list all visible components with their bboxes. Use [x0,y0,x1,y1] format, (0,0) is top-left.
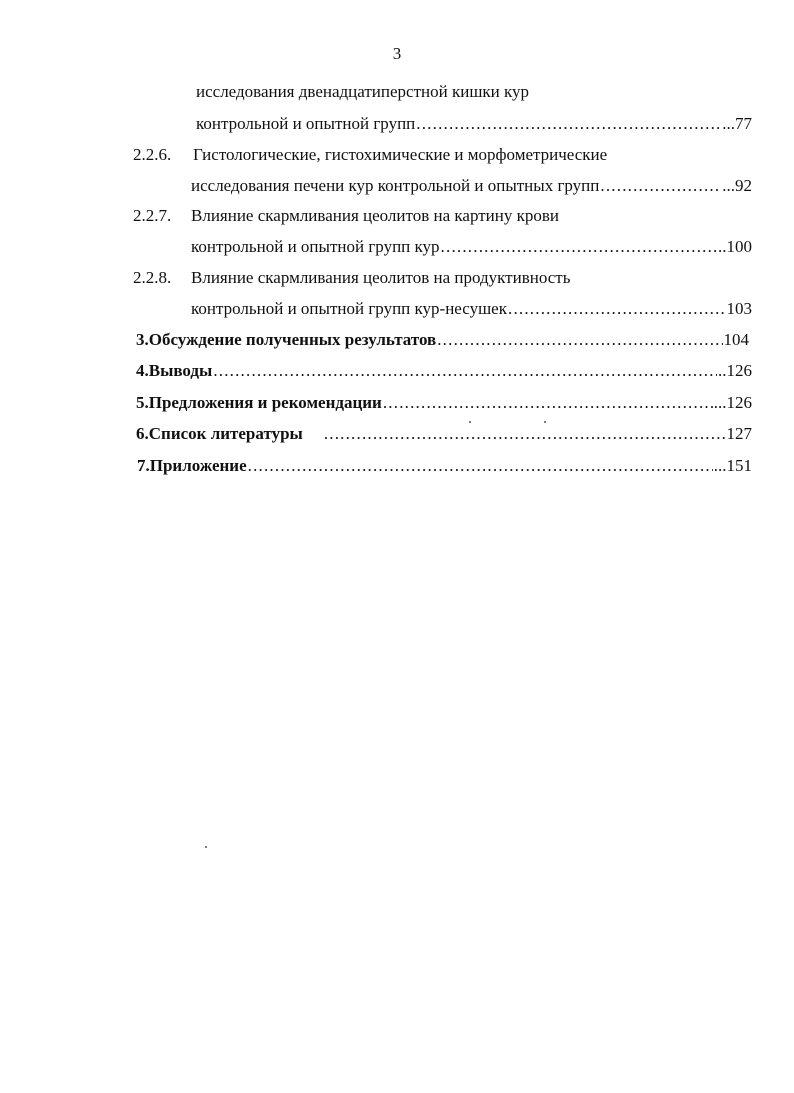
scan-speck [544,421,546,423]
toc-entry-2-2-8-heading[interactable] [133,268,571,288]
toc-entry-5[interactable] [136,393,752,413]
dot-leader [324,424,726,444]
toc-entry-text: Предложения и рекомендации [148,393,382,412]
toc-entry-2-2-8-line2[interactable] [191,299,752,319]
toc-entry-text: Список литературы [148,424,303,443]
toc-entry-text: контрольной и опытной групп кур [191,237,440,256]
toc-entry-number: 2.2.6. [133,145,172,164]
dot-leader [441,237,717,257]
toc-continuation-line2[interactable] [196,114,752,134]
dot-leader [248,456,713,476]
dot-leader [213,361,717,381]
toc-entry-number: 2.2.7. [133,206,172,225]
toc-entry-number: 7. [137,456,150,475]
toc-entry-3[interactable] [136,330,749,350]
toc-entry-text: контрольной и опытной групп кур-несушек [191,299,507,318]
toc-entry-number: 2.2.8. [133,268,172,287]
toc-entry-4[interactable] [136,361,752,381]
page-number: 3 [392,44,402,63]
toc-entry-2-2-6-heading[interactable] [133,145,607,165]
toc-entry-number: 6. [136,424,149,443]
dot-leader [416,114,721,134]
toc-entry-2-2-7-line2[interactable] [191,237,752,257]
toc-entry-text: Влияние скармливания цеолитов на продуктивность [191,268,571,287]
scan-speck [205,846,207,848]
toc-page-ref: 127 [726,424,752,443]
toc-entry-text: Выводы [148,361,213,380]
toc-page-ref: ...92 [722,176,752,195]
toc-page-ref: ...126 [713,393,752,412]
toc-page-ref: ...151 [713,456,752,475]
toc-page-ref: 103 [726,299,752,318]
toc-entry-number: 4. [136,361,149,380]
toc-entry-2-2-7-heading[interactable] [133,206,559,226]
toc-entry-number: 5. [136,393,149,412]
toc-entry-text: исследования печени кур контрольной и опытных групп [191,176,600,195]
toc-page-ref: ...77 [722,114,752,133]
dot-leader [437,330,722,350]
dot-leader [508,299,726,319]
toc-continuation-line1: исследования двенадцатиперстной кишки кур [196,82,530,101]
toc-entry-text: Обсуждение полученных результатов [148,330,437,349]
toc-page-ref: 104 [723,330,749,349]
toc-entry-text: контрольной и опытной групп [196,114,416,133]
toc-entry-text: Приложение [149,456,247,475]
toc-entry-6[interactable] [136,424,752,444]
dot-leader [600,176,721,196]
toc-page-ref: ..100 [718,237,752,256]
dot-leader [383,393,713,413]
toc-entry-2-2-6-line2[interactable] [191,176,752,196]
toc-page-ref: ..126 [718,361,752,380]
toc-entry-number: 3. [136,330,149,349]
toc-entry-text: Влияние скармливания цеолитов на картину крови [191,206,559,225]
toc-entry-text: Гистологические, гистохимические и морфометрические [193,145,608,164]
toc-entry-7[interactable] [137,456,752,476]
scan-speck [469,421,471,423]
